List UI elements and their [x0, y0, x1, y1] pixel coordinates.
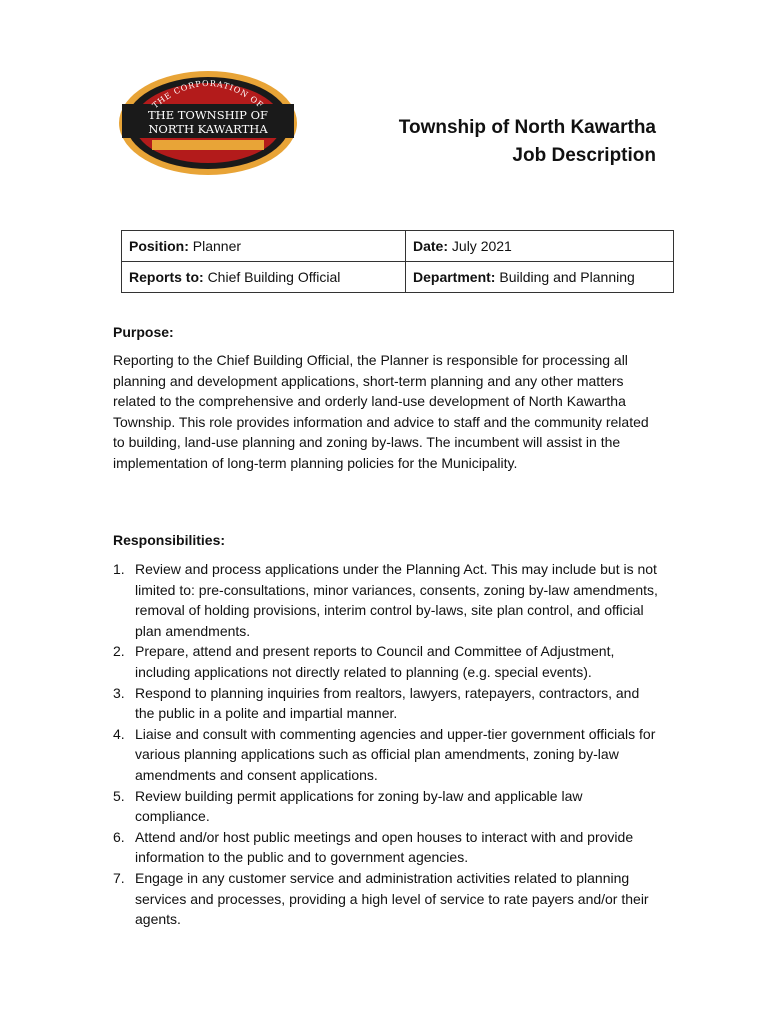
list-item [113, 683, 661, 724]
list-item-number: 7. [113, 869, 125, 886]
responsibilities-list [113, 559, 661, 930]
list-item [113, 868, 661, 930]
date-cell [406, 231, 674, 262]
department-label: Department: [413, 269, 496, 285]
logo-line2: NORTH KAWARTHA [148, 122, 268, 136]
list-item [113, 827, 661, 868]
logo-banner-bottom [152, 140, 264, 150]
list-item [113, 641, 661, 682]
list-item-text: Attend and/or host public meetings and open houses to interact with and provide information to the public and to government agencies. [135, 828, 634, 866]
list-item-number: 1. [113, 561, 125, 577]
date-label: Date: [413, 238, 449, 254]
list-item-number: 4. [113, 725, 125, 742]
reports-value: Chief Building Official [207, 269, 341, 285]
list-item-number: 3. [113, 684, 125, 701]
job-info-table [121, 230, 674, 293]
department-cell [406, 262, 674, 293]
table-row [122, 231, 674, 262]
township-logo [118, 68, 298, 176]
list-item-text: Respond to planning inquiries from realtors, lawyers, ratepayers, contractors, and the public in a polite and impartial manner. [135, 684, 640, 722]
position-cell [122, 231, 406, 262]
list-item-text: Liaise and consult with commenting agencies and upper-tier government officials for various planning applications such as official plan amendments, zoning by-law amendments and consent applications. [135, 725, 656, 783]
logo-arc-text: THE CORPORATION OF [150, 78, 266, 111]
logo-line1: THE TOWNSHIP OF [148, 108, 268, 122]
purpose-heading: Purpose: [113, 324, 174, 340]
list-item-number: 2. [113, 643, 125, 660]
list-item [113, 724, 661, 786]
list-item-text: Review building permit applications for zoning by-law and applicable law compliance. [135, 787, 583, 825]
date-value: July 2021 [451, 238, 512, 254]
list-item-number: 6. [113, 828, 125, 845]
list-item-number: 5. [113, 787, 125, 804]
list-item [113, 559, 661, 641]
document-title [399, 114, 656, 170]
position-value: Planner [192, 238, 242, 254]
table-row [122, 262, 674, 293]
department-value: Building and Planning [499, 269, 635, 285]
reports-cell [122, 262, 406, 293]
position-label: Position: [129, 238, 189, 254]
list-item-text: Prepare, attend and present reports to Council and Committee of Adjustment, including applications not directly related to planning (e.g. special events). [135, 643, 615, 680]
title-line-2: Job Description [512, 145, 656, 166]
list-item-text: Engage in any customer service and administration activities related to planning services and processes, providing a high level of service to rate payers and/or their agents. [135, 869, 649, 928]
responsibilities-heading: Responsibilities: [113, 532, 226, 548]
purpose-paragraph: Reporting to the Chief Building Official, the Planner is responsible for processing all planning and development applications, short-term planning and any other matters related to the comprehensive and orderly land-use development of North Kawartha Township. This role provides information and advice to staff and the community related to building, land-use planning and zoning by-laws. The incumbent will assist in the implementation of long-term planning policies for the Municipality. [113, 352, 649, 471]
list-item [113, 786, 661, 827]
title-line-1: Township of North Kawartha [398, 117, 656, 138]
reports-label: Reports to: [129, 269, 204, 285]
list-item-text: Review and process applications under the Planning Act. This may include but is not limited to: pre-consultations, minor variances, consents, zoning by-law amendments, removal of holding provisions, interim control by-laws, site plan control, and official plan amendments. [135, 561, 658, 639]
